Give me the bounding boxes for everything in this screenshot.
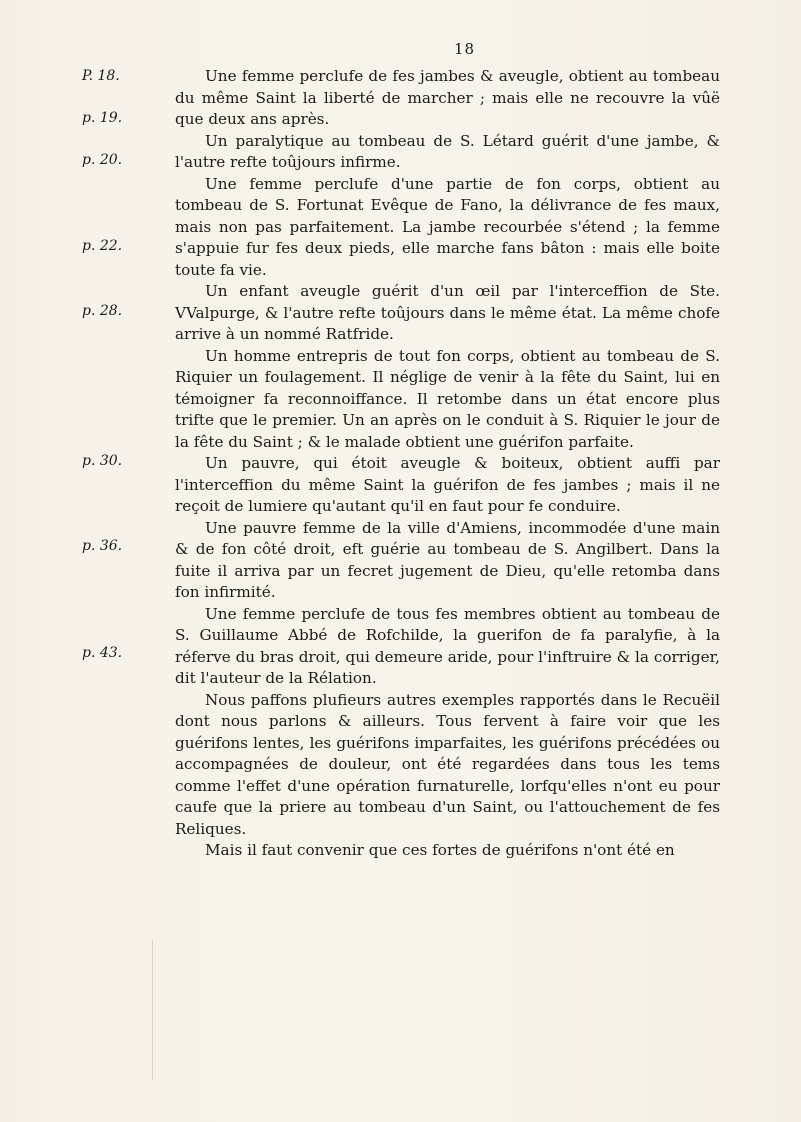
margin-ref: p. 20. (82, 152, 123, 168)
paragraph: Un pauvre, qui étoit aveugle & boiteux, obtient auffi par l'interceffion du même Saint la guérifon de fes jambes ; mais il ne reçoit de lumiere qu'autant qu'il en faut pour fe conduire. (175, 454, 720, 515)
paragraph: Un enfant aveugle guérit d'un œil par l'interceffion de Ste. VValpurge, & l'autre refte toûjours dans le même état. La même chofe arrive à un nommé Ratfride. (175, 282, 720, 343)
margin-ref: p. 19. (82, 110, 123, 126)
paragraph: Mais il faut convenir que ces fortes de guérifons n'ont été en (205, 841, 675, 859)
margin-ref: p. 36. (82, 538, 123, 554)
paragraph: Une femme perclufe de fes jambes & aveugle, obtient au tombeau du même Saint la liberté de marcher ; mais elle ne recouvre la vûë que deux ans après. (175, 67, 720, 128)
paragraph: Une pauvre femme de la ville d'Amiens, incommodée d'une main & de fon côté droit, eft guérie au tombeau de S. Angilbert. Dans la fuite il arriva par un fecret jugement de Dieu, qu'elle retomba dans fon infirmité. (175, 518, 720, 601)
paragraph: Un homme entrepris de tout fon corps, obtient au tombeau de S. Riquier un foulagement. Il néglige de venir à la fête du Saint, lui en témoigner fa reconnoiffance. Il retombe dans un état encore plus trifte que le premier. Un an après on le conduit à S. Riquier le jour de la fête du Saint ; & le malade obtient une guérifon parfaite. (175, 346, 720, 451)
paragraph: Un paralytique au tombeau de S. Létard guérit d'une jambe, & l'autre refte toûjours infirme. (175, 131, 720, 171)
margin-references (0, 0, 123, 1122)
margin-ref: p. 22. (82, 238, 123, 254)
page-crease (152, 940, 161, 1080)
page-number: 18 (454, 40, 476, 58)
paragraph: Nous paffons plufieurs autres exemples rapportés dans le Recuëil dont nous parlons & ailleurs. Tous fervent à faire voir que les guérifons lentes, les guérifons imparfaites, les guérifons précédées ou accompagnées de douleur, ont été regardées dans tous les tems comme l'effet d'une opération furnaturelle, lorfqu'elles n'ont eu pour caufe que la priere au tombeau d'un Saint, ou l'attouchement de fes Reliques. (175, 690, 720, 838)
margin-ref: p. 43. (82, 645, 123, 661)
paragraph: Une femme perclufe d'une partie de fon corps, obtient au tombeau de S. Fortunat Evêque de Fano, la délivrance de fes maux, mais non pas parfaitement. La jambe recourbée s'étend ; la femme s'appuie fur fes deux pieds, elle marche fans bâton : mais elle boite toute fa vie. (175, 174, 720, 279)
paragraph: Une femme perclufe de tous fes membres obtient au tombeau de S. Guillaume Abbé de Rofchilde, la guerifon de fa paralyfie, à la réferve du bras droit, qui demeure aride, pour l'inftruire & la corriger, dit l'auteur de la Rélation. (175, 604, 720, 687)
body-text (175, 66, 720, 862)
margin-ref: P. 18. (82, 68, 120, 84)
margin-ref: p. 30. (82, 453, 123, 469)
margin-ref: p. 28. (82, 303, 123, 319)
